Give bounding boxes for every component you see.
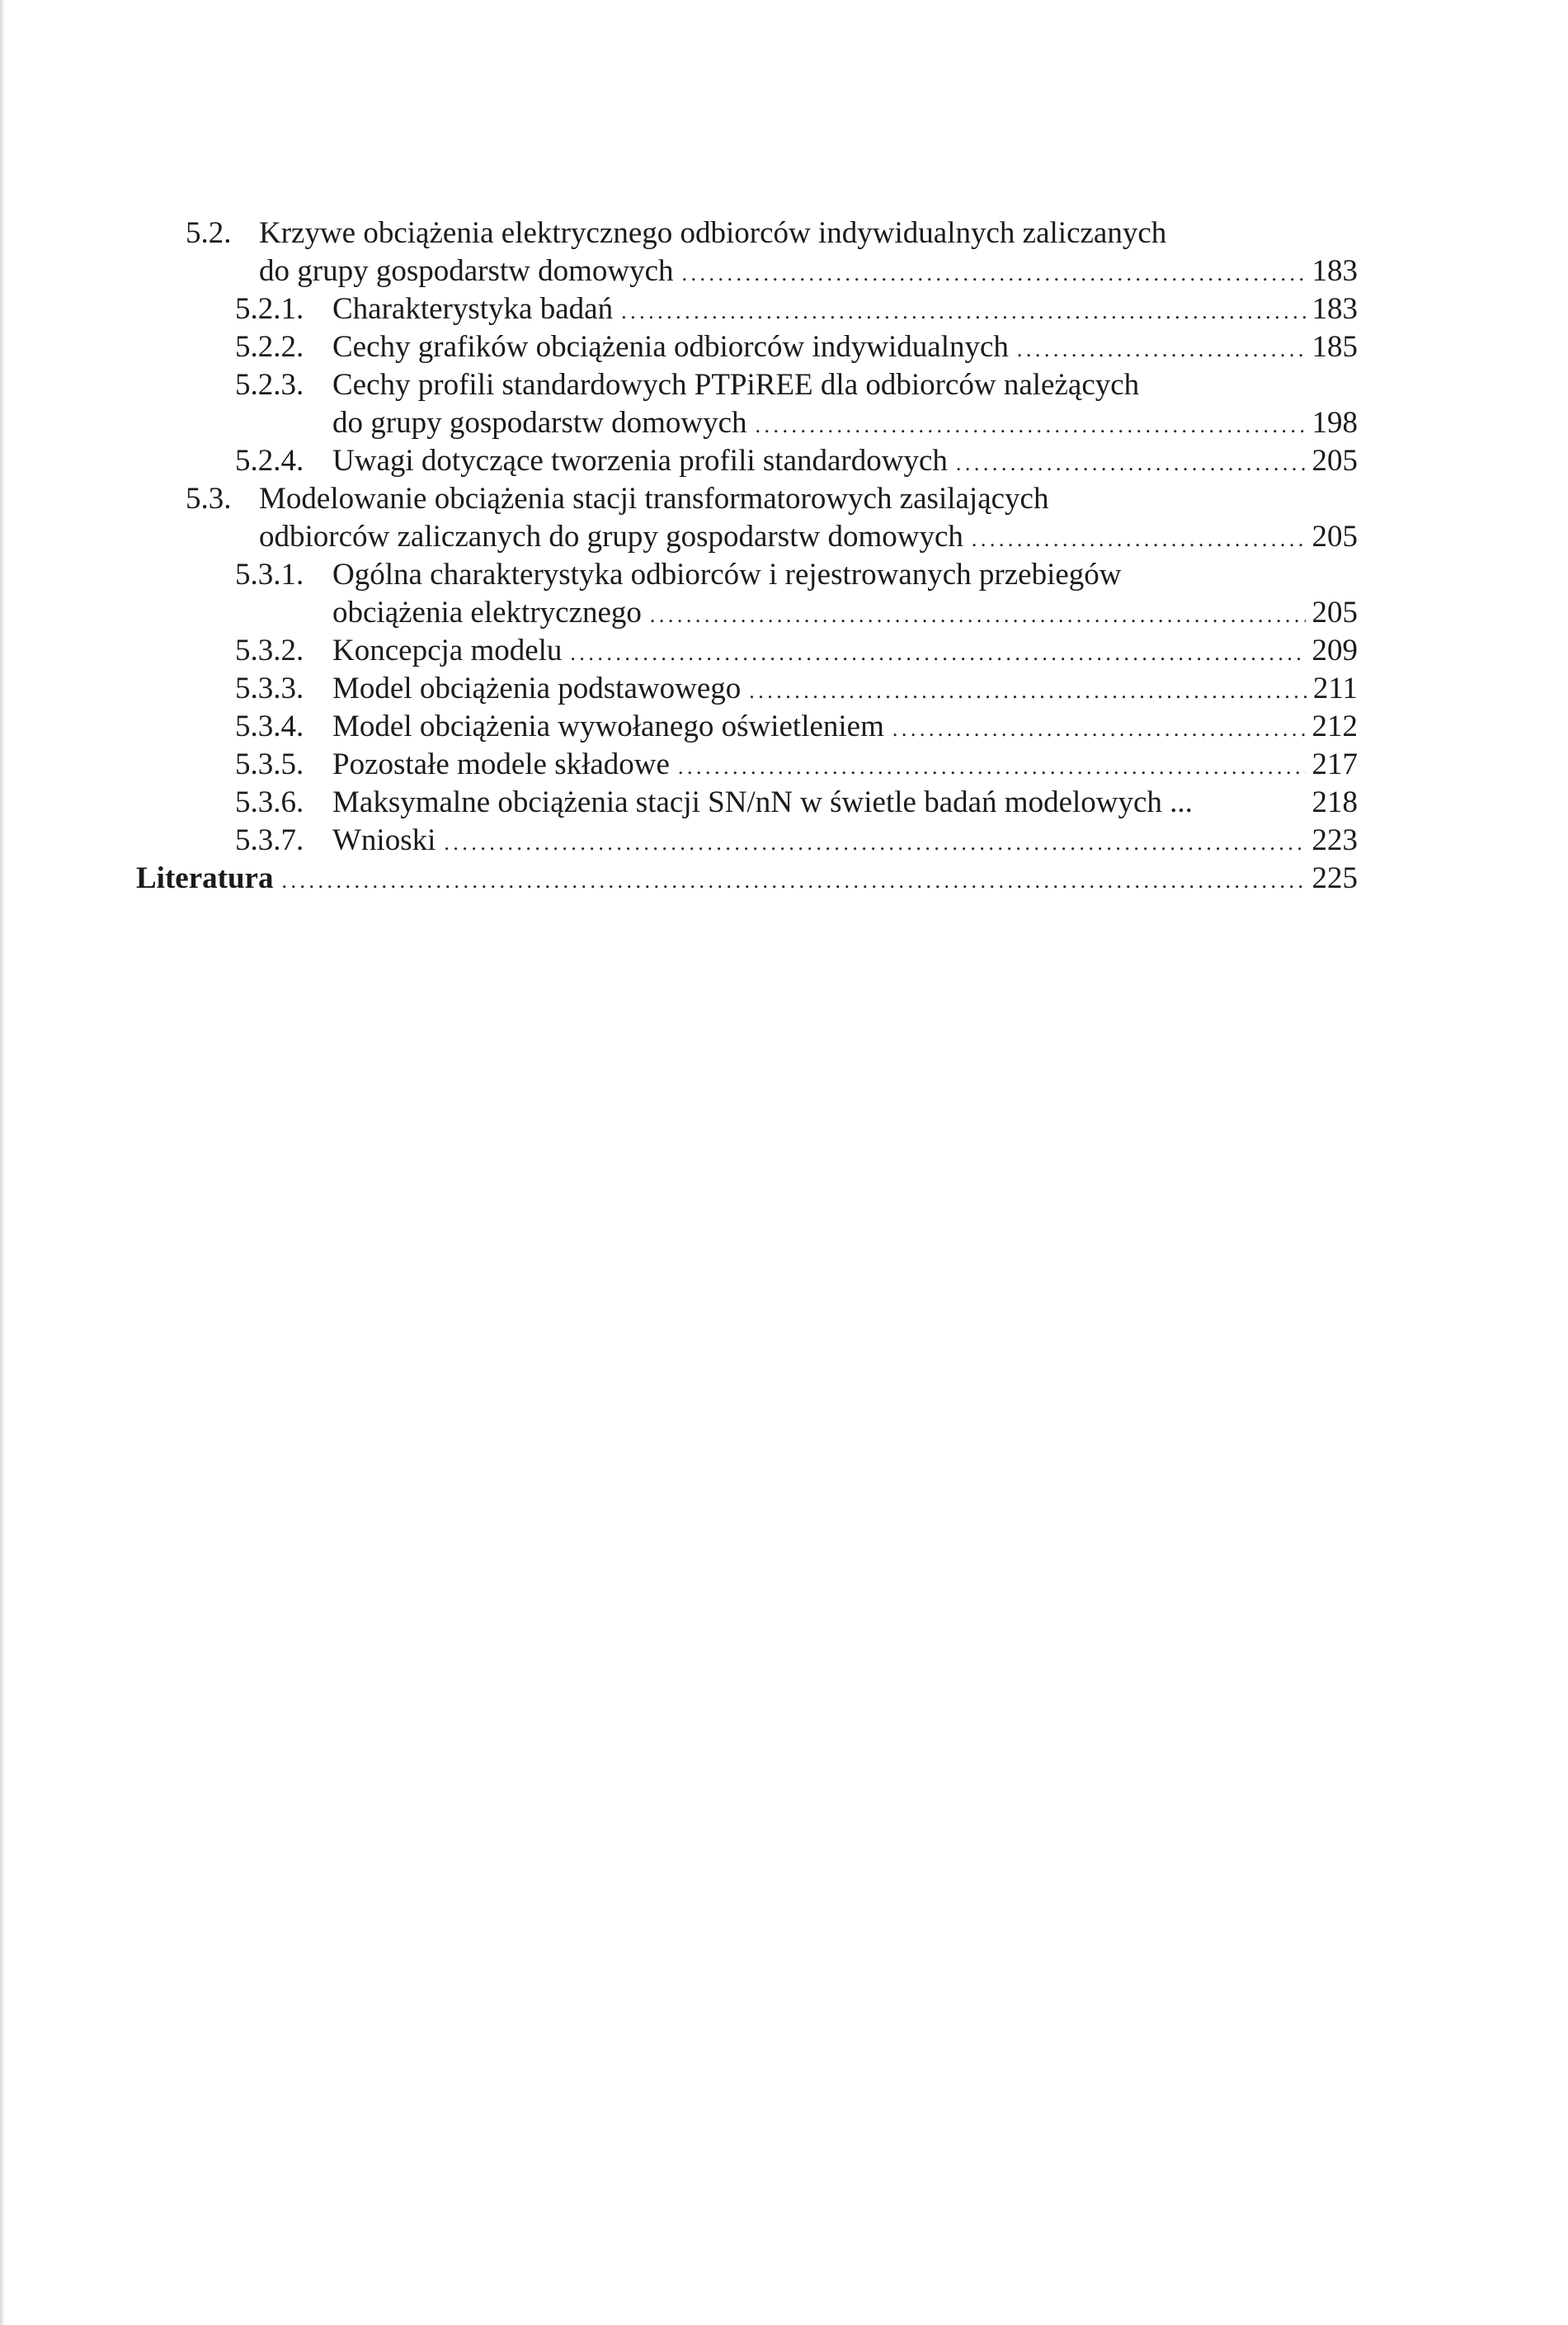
toc-page-number: 183: [1311, 292, 1358, 326]
toc-entry-number: 5.2.1.: [235, 292, 304, 326]
toc-entry-title: Charakterystyka badań: [332, 292, 614, 326]
toc-entry-title-line-2: do grupy gospodarstw domowych: [259, 254, 674, 288]
dot-leader: [749, 670, 1307, 710]
toc-page-number: 205: [1311, 596, 1358, 630]
toc-entry-title: Cechy grafików obciążenia odbiorców indywidualnych: [332, 330, 1009, 364]
toc-entry-5-2-1[interactable]: [0, 290, 1568, 328]
toc-entry-title-line-2: obciążenia elektrycznego: [332, 596, 642, 630]
dot-leader: [956, 442, 1306, 483]
toc-entry-number: 5.2.: [186, 216, 232, 250]
toc-page-number: 198: [1311, 406, 1358, 440]
toc-entry-leader-line: [332, 784, 1358, 822]
toc-entry-5-3-2[interactable]: [0, 632, 1568, 670]
toc-page-number: 183: [1311, 254, 1358, 288]
toc-entry-leader-line: [332, 670, 1358, 708]
toc-entry-title: Wnioski: [332, 823, 436, 857]
toc-entry-leader-line: [332, 632, 1358, 670]
dot-leader: [650, 594, 1306, 634]
toc-entry-number: 5.2.3.: [235, 368, 304, 402]
toc-entry-title: Koncepcja modelu: [332, 634, 563, 667]
toc-entry-number: 5.3.3.: [235, 672, 304, 705]
toc-page-number: 211: [1312, 672, 1358, 705]
toc-page-number: 212: [1311, 710, 1358, 743]
toc-entry-number: 5.3.1.: [235, 558, 304, 592]
toc-page-number: 205: [1311, 520, 1358, 554]
toc-page-number: 218: [1311, 785, 1358, 819]
toc-entry-title-line-2: odbiorców zaliczanych do grupy gospodarstw domowych: [259, 520, 963, 554]
dot-leader: [756, 404, 1306, 445]
toc-entry-title: Model obciążenia wywołanego oświetleniem: [332, 710, 884, 743]
toc-page-number: 223: [1311, 823, 1358, 857]
dot-leader: [678, 746, 1306, 786]
dot-leader: [972, 518, 1306, 559]
toc-page-number: 205: [1311, 444, 1358, 478]
toc-entry-leader-line: [332, 290, 1358, 328]
toc-entry-leader-line: [332, 822, 1358, 860]
toc-entry-leader-line: [332, 404, 1358, 442]
toc-entry-title: Literatura: [136, 861, 274, 895]
toc-entry-number: 5.2.2.: [235, 330, 304, 364]
toc-entry-title-line-2: do grupy gospodarstw domowych: [332, 406, 747, 440]
toc-entry-number: 5.3.4.: [235, 710, 304, 743]
toc-entry-title: Maksymalne obciążenia stacji SN/nN w świetle badań modelowych ...: [332, 785, 1193, 819]
toc-entry-5-3-4[interactable]: [0, 708, 1568, 746]
toc-entry-number: 5.3.6.: [235, 785, 304, 819]
toc-entry-number: 5.3.: [186, 482, 232, 516]
toc-entry-title: Model obciążenia podstawowego: [332, 672, 742, 705]
toc-entry-5-2-2[interactable]: [0, 328, 1568, 366]
toc-entry-leader-line: [332, 442, 1358, 480]
toc-entry-number: 5.2.4.: [235, 444, 304, 478]
toc-entry-leader-line: [332, 746, 1358, 784]
dot-leader: [570, 632, 1305, 672]
toc-entry-leader-line: [332, 708, 1358, 746]
toc-entry-number: 5.3.5.: [235, 747, 304, 781]
table-of-contents: [0, 215, 1568, 957]
toc-entry-title-line-1: Cechy profili standardowych PTPiREE dla odbiorców należących: [332, 368, 1140, 402]
toc-entry-5-3-3[interactable]: [0, 670, 1568, 708]
toc-entry-5-3[interactable]: [0, 480, 1568, 556]
toc-entry-number: 5.3.7.: [235, 823, 304, 857]
dot-leader: [444, 822, 1305, 862]
dot-leader: [892, 708, 1306, 748]
toc-entry-literatura[interactable]: [0, 860, 1568, 898]
toc-entry-5-3-5[interactable]: [0, 746, 1568, 784]
toc-entry-5-2[interactable]: [0, 215, 1568, 290]
dot-leader: [281, 860, 1305, 900]
toc-entry-title-line-1: Modelowanie obciążenia stacji transformatorowych zasilających: [259, 482, 1049, 516]
toc-page-number: 209: [1311, 634, 1358, 667]
toc-entry-leader-line: [136, 860, 1358, 898]
toc-page-number: 185: [1311, 330, 1358, 364]
toc-entry-title-line-1: Ogólna charakterystyka odbiorców i rejestrowanych przebiegów: [332, 558, 1122, 592]
toc-entry-number: 5.3.2.: [235, 634, 304, 667]
toc-entry-5-3-6[interactable]: [0, 784, 1568, 822]
toc-entry-title: Pozostałe modele składowe: [332, 747, 670, 781]
dot-leader: [1017, 328, 1306, 369]
toc-entry-5-2-3[interactable]: [0, 366, 1568, 442]
toc-entry-leader-line: [332, 328, 1358, 366]
toc-entry-leader-line: [332, 594, 1358, 632]
toc-entry-5-3-7[interactable]: [0, 822, 1568, 860]
toc-entry-leader-line: [259, 252, 1358, 290]
toc-page-number: 217: [1311, 747, 1358, 781]
toc-entry-5-3-1[interactable]: [0, 556, 1568, 632]
dot-leader: [682, 252, 1306, 293]
toc-entry-title: Uwagi dotyczące tworzenia profili standardowych: [332, 444, 948, 478]
toc-page-number: 225: [1311, 861, 1358, 895]
dot-leader: [621, 290, 1305, 331]
toc-entry-leader-line: [259, 518, 1358, 556]
toc-entry-title-line-1: Krzywe obciążenia elektrycznego odbiorców indywidualnych zaliczanych: [259, 216, 1167, 250]
toc-entry-5-2-4[interactable]: [0, 442, 1568, 480]
